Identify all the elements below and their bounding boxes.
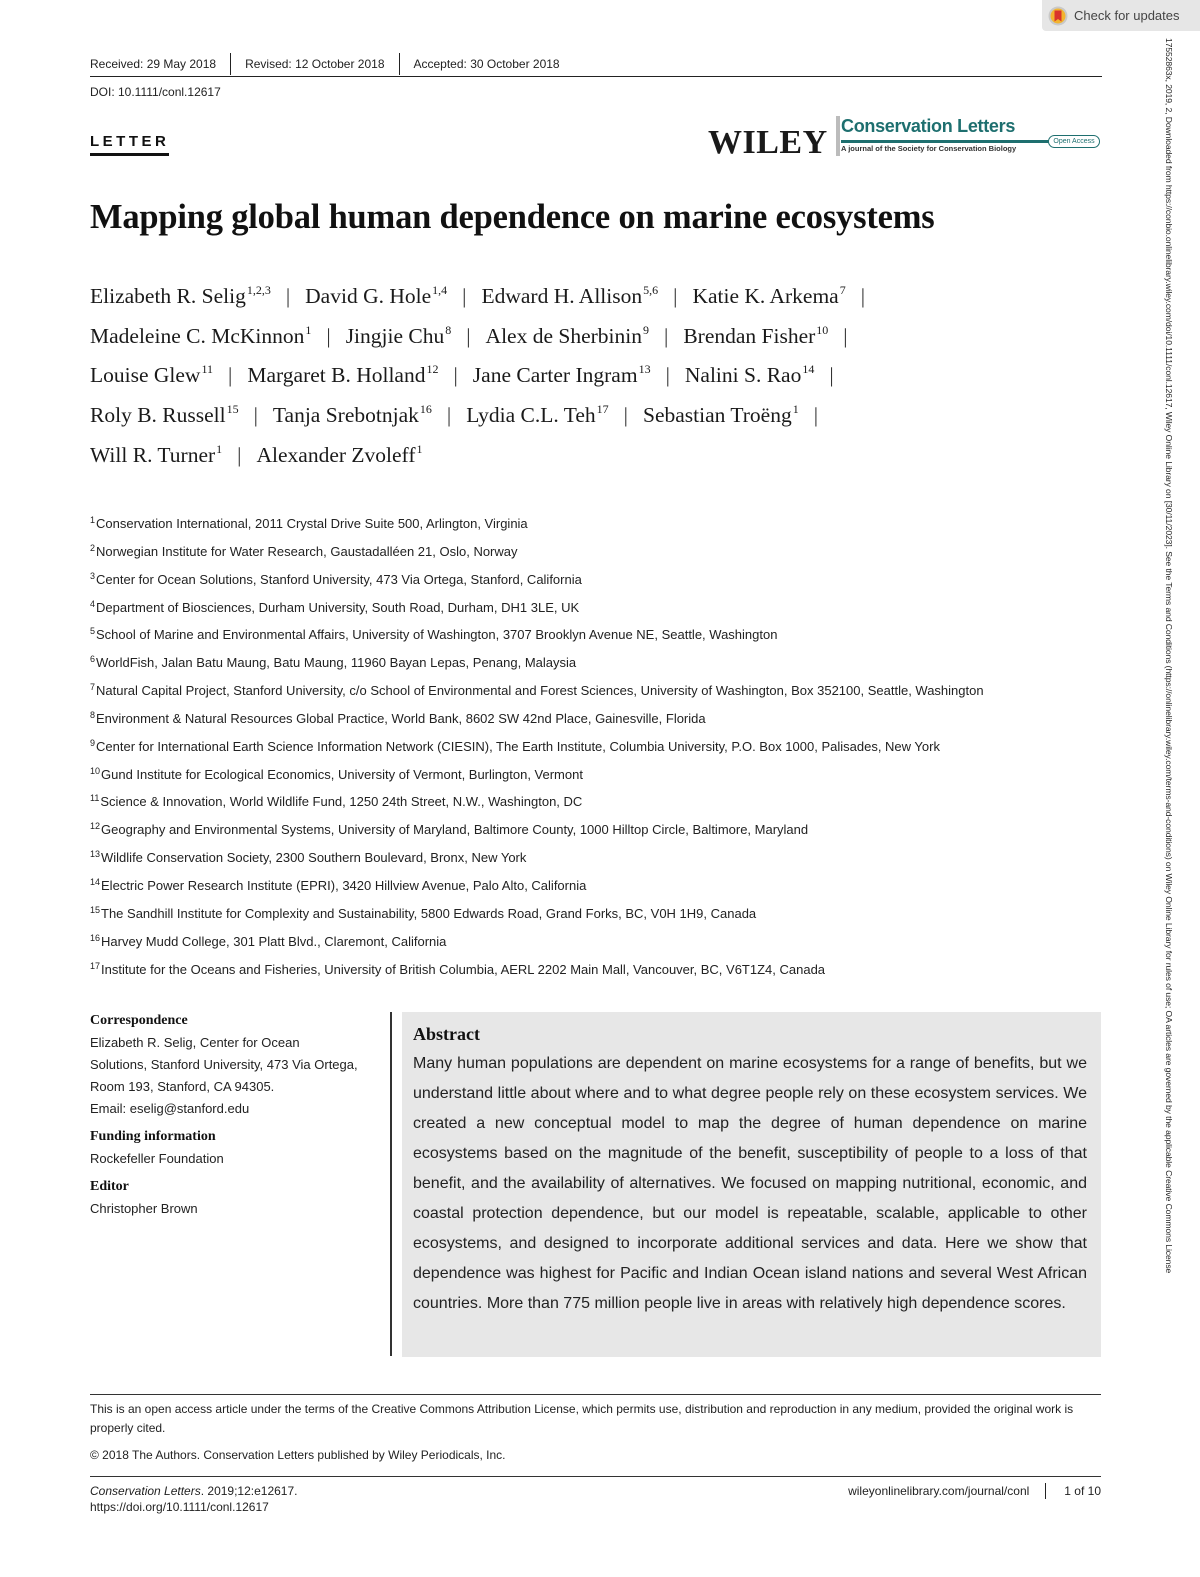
affiliation-text: Institute for the Oceans and Fisheries, University of British Columbia, AERL 2202 Main Mall, Vancouver, BC, V6T1Z4, Canada	[101, 961, 826, 977]
author-name[interactable]	[247, 363, 438, 387]
author-name-text: Katie K. Arkema	[692, 284, 839, 308]
author-separator: |	[466, 323, 471, 348]
author-separator: |	[860, 284, 866, 308]
affiliation-number: 10	[90, 765, 101, 776]
affiliation-item	[90, 620, 1100, 648]
author-name[interactable]	[90, 403, 239, 427]
affiliation-text: The Sandhill Institute for Complexity and Sustainability, 5800 Edwards Road, Grand Forks, BC, V0H 1H9, Canada	[101, 905, 757, 921]
download-notice-sidebar: 17552863x, 2019, 2, Downloaded from https://conbio.onlinelibrary.wiley.com/doi/10.1111/conl.12617, Wiley Online Library on [30/11/2023]. See the Terms and Conditions (https://onlinelibrary.wiley.com/terms-and-conditions) on Wiley Online Library for rules of use; OA articles are governed by the applicable Creative Commons License	[1164, 38, 1174, 1274]
author-affiliation-marker: 17	[596, 402, 609, 417]
funding-value: Rockefeller Foundation	[90, 1151, 224, 1166]
author-name-text: Jane Carter Ingram	[472, 363, 638, 388]
author-affiliation-marker: 8	[445, 322, 452, 337]
revised-date: Revised: 12 October 2018	[230, 53, 398, 75]
affiliation-number: 6	[90, 654, 96, 665]
author-affiliation-marker: 14	[802, 362, 815, 377]
funding-heading: Funding information	[90, 1129, 216, 1144]
affiliation-list	[90, 509, 1100, 982]
affiliation-text: Center for Ocean Solutions, Stanford University, 473 Via Ortega, Stanford, California	[96, 571, 582, 587]
author-affiliation-marker: 11	[201, 362, 214, 377]
author-affiliation-marker: 9	[643, 322, 649, 337]
author-separator: |	[446, 403, 452, 428]
affiliation-text: Gund Institute for Ecological Economics, University of Vermont, Burlington, Vermont	[101, 766, 583, 782]
logo-bar	[836, 116, 840, 156]
correspondence-email[interactable]: Email: eselig@stanford.edu	[90, 1101, 250, 1116]
affiliation-text: Environment & Natural Resources Global Practice, World Bank, 8602 SW 42nd Place, Gainesville, Florida	[96, 710, 706, 726]
affiliation-number: 11	[90, 793, 100, 804]
author-name[interactable]	[481, 284, 658, 308]
correspondence-line: Elizabeth R. Selig, Center for Ocean	[90, 1035, 300, 1050]
author-name-text: Roly B. Russell	[90, 403, 226, 428]
author-name[interactable]	[466, 403, 608, 427]
author-separator: |	[462, 284, 467, 308]
author-separator: |	[665, 363, 670, 388]
author-separator: |	[664, 323, 669, 348]
affiliation-number: 17	[90, 960, 101, 971]
affiliation-item	[90, 871, 1100, 899]
author-separator: |	[673, 284, 678, 308]
received-date: Received: 29 May 2018	[90, 57, 217, 71]
author-name-text: Margaret B. Holland	[247, 363, 426, 388]
correspondence-line: Room 193, Stanford, CA 94305.	[90, 1079, 275, 1094]
author-name[interactable]	[643, 403, 799, 427]
author-affiliation-marker: 12	[426, 362, 439, 377]
author-separator: |	[326, 323, 331, 348]
author-separator: |	[228, 363, 233, 388]
author-name-text: Edward H. Allison	[481, 284, 643, 308]
author-separator: |	[285, 284, 291, 308]
author-name-text: David G. Hole	[305, 284, 432, 308]
author-name-text: Nalini S. Rao	[684, 363, 802, 388]
affiliation-number: 1	[90, 515, 96, 525]
affiliation-item	[90, 565, 1100, 593]
affiliation-text: School of Marine and Environmental Affairs, University of Washington, 3707 Brooklyn Avenue NE, Seattle, Washington	[96, 627, 778, 643]
affiliation-text: Electric Power Research Institute (EPRI), 3420 Hillview Avenue, Palo Alto, California	[101, 877, 587, 893]
author-affiliation-marker: 5,6	[643, 283, 659, 297]
author-name-text: Alex de Sherbinin	[485, 323, 642, 348]
page-number: 1 of 10	[1045, 1483, 1101, 1499]
author-name[interactable]	[305, 284, 447, 308]
affiliation-number: 14	[90, 876, 101, 887]
author-name-text: Elizabeth R. Selig	[90, 284, 246, 308]
author-name[interactable]	[346, 324, 452, 348]
author-affiliation-marker: 1	[416, 441, 423, 456]
author-separator: |	[829, 363, 834, 388]
author-separator: |	[843, 323, 848, 348]
affiliation-number: 7	[90, 682, 96, 693]
accepted-date: Accepted: 30 October 2018	[399, 53, 574, 75]
journal-logo-tagline: A journal of the Society for Conservation Biology	[841, 144, 1017, 153]
author-affiliation-marker: 7	[839, 283, 846, 297]
affiliation-number: 13	[90, 849, 101, 860]
affiliation-number: 16	[90, 932, 101, 943]
article-info-column	[90, 1010, 390, 1220]
check-for-updates-label: Check for updates	[1074, 8, 1180, 23]
abstract-heading: Abstract	[413, 1024, 480, 1044]
correspondence-line: Solutions, Stanford University, 473 Via Ortega,	[90, 1057, 358, 1072]
affiliation-item	[90, 899, 1100, 927]
author-name[interactable]	[90, 443, 222, 467]
abstract-text: Many human populations are dependent on marine ecosystems for a range of benefits, but we understand little about where and to what degree people rely on these ecosystem services. We created a new conceptual model to map the degree of human dependence on marine ecosystems based on the magnitude of the benefit, susceptibility of people to a loss of that benefit, and the availability of alternatives. We focused on mapping nutritional, economic, and coastal protection dependence, but our model is repeatable, scalable, applicable to other ecosystems, and designed to incorporate additional services and data. Here we show that dependence was highest for Pacific and Indian Ocean island nations and several West African countries. More than 775 million people live in areas with relatively high dependence scores.	[413, 1055, 1087, 1312]
affiliation-number: 15	[90, 904, 101, 915]
column-divider	[390, 1012, 392, 1356]
footer-doi-link[interactable]: https://doi.org/10.1111/conl.12617	[90, 1500, 269, 1514]
wiley-logo[interactable]: WILEY	[708, 124, 828, 161]
author-name[interactable]	[473, 363, 651, 387]
affiliation-number: 3	[90, 570, 96, 581]
affiliation-item	[90, 648, 1100, 676]
author-separator: |	[237, 442, 242, 467]
affiliation-text: Norwegian Institute for Water Research, Gaustadalléen 21, Oslo, Norway	[96, 543, 518, 559]
author-name[interactable]	[90, 324, 311, 348]
affiliation-item	[90, 815, 1100, 843]
footer-divider	[90, 1394, 1101, 1395]
author-name[interactable]	[683, 324, 828, 348]
affiliation-number: 5	[90, 626, 96, 637]
author-row	[90, 283, 1105, 323]
affiliation-number: 8	[90, 709, 96, 720]
affiliation-text: Geography and Environmental Systems, University of Maryland, Baltimore County, 1000 Hilltop Circle, Baltimore, Maryland	[101, 822, 809, 838]
affiliation-item	[90, 509, 1100, 537]
article-title: Mapping global human dependence on marine ecosystems	[90, 198, 935, 236]
author-separator: |	[623, 403, 628, 428]
footer-citation	[90, 1483, 298, 1515]
affiliation-text: Center for International Earth Science Information Network (CIESIN), The Earth Institute, Columbia University, P.O. Box 1000, Palisades, New York	[96, 738, 940, 754]
footer-divider	[90, 1476, 1101, 1477]
author-separator: |	[253, 403, 258, 428]
author-affiliation-marker: 1,4	[432, 283, 448, 297]
abstract-box	[402, 1012, 1101, 1357]
affiliation-item	[90, 732, 1100, 760]
author-separator: |	[453, 363, 458, 388]
author-affiliation-marker: 13	[638, 362, 651, 377]
author-name-text: Will R. Turner	[90, 442, 216, 467]
article-dates	[90, 52, 1102, 77]
author-name-text: Louise Glew	[90, 363, 201, 388]
journal-logo[interactable]	[836, 116, 1100, 160]
author-affiliation-marker: 1	[216, 441, 223, 456]
author-affiliation-marker: 1,2,3	[246, 283, 271, 297]
author-name[interactable]	[90, 284, 271, 308]
affiliation-number: 4	[90, 598, 96, 609]
affiliation-number: 12	[90, 821, 101, 832]
affiliation-item	[90, 537, 1100, 565]
author-row	[90, 442, 1105, 482]
affiliation-item	[90, 704, 1100, 732]
author-name[interactable]	[256, 443, 422, 467]
author-name-text: Tanja Srebotnjak	[272, 403, 419, 428]
affiliation-text: Conservation International, 2011 Crystal Drive Suite 500, Arlington, Virginia	[96, 516, 528, 531]
footer-right	[848, 1483, 1101, 1499]
affiliation-text: Natural Capital Project, Stanford University, c/o School of Environmental and Forest Sciences, University of Washington, Box 352100, Seattle, Washington	[96, 683, 984, 699]
bookmark-icon	[1048, 6, 1068, 26]
correspondence-heading: Correspondence	[90, 1013, 188, 1028]
affiliation-item	[90, 927, 1100, 955]
affiliation-item	[90, 593, 1100, 621]
affiliation-item	[90, 760, 1100, 788]
affiliation-text: Science & Innovation, World Wildlife Fund, 1250 24th Street, N.W., Washington, DC	[100, 794, 583, 810]
author-name[interactable]	[692, 284, 845, 308]
footer-journal: Conservation Letters	[90, 1484, 201, 1498]
author-name-text: Madeleine C. McKinnon	[90, 323, 305, 348]
journal-site-link[interactable]: wileyonlinelibrary.com/journal/conl	[848, 1484, 1030, 1498]
check-for-updates-badge[interactable]	[1042, 0, 1200, 31]
article-doi[interactable]: DOI: 10.1111/conl.12617	[90, 85, 221, 99]
author-name[interactable]	[273, 403, 432, 427]
open-access-note: This is an open access article under the terms of the Creative Commons Attribution License, which permits use, distribution and reproduction in any medium, provided the original work is properly cited.	[90, 1402, 1074, 1435]
author-affiliation-marker: 16	[419, 402, 432, 417]
journal-logo-title: Conservation Letters	[841, 116, 1016, 136]
author-row	[90, 323, 1105, 363]
affiliation-number: 9	[90, 737, 96, 748]
author-name-text: Jingjie Chu	[345, 323, 445, 348]
author-name-text: Sebastian Troëng	[642, 403, 792, 428]
author-separator: |	[813, 403, 819, 428]
author-affiliation-marker: 15	[226, 402, 239, 417]
affiliation-item	[90, 843, 1100, 871]
author-list	[90, 283, 1105, 481]
affiliation-item	[90, 955, 1100, 983]
author-name[interactable]	[90, 363, 213, 387]
footer-volume: . 2019;12:e12617.	[200, 1484, 298, 1498]
affiliation-number: 2	[90, 542, 96, 553]
author-name[interactable]	[486, 324, 649, 348]
article-type-label: LETTER	[90, 133, 169, 156]
copyright-notice: © 2018 The Authors. Conservation Letters published by Wiley Periodicals, Inc.	[90, 1448, 506, 1462]
affiliation-item	[90, 676, 1100, 704]
author-row	[90, 362, 1105, 402]
author-name-text: Alexander Zvoleff	[256, 442, 416, 467]
affiliation-item	[90, 787, 1100, 815]
author-affiliation-marker: 1	[792, 402, 799, 417]
author-affiliation-marker: 1	[305, 322, 312, 337]
author-name[interactable]	[685, 363, 814, 387]
affiliation-text: Wildlife Conservation Society, 2300 Southern Boulevard, Bronx, New York	[101, 850, 527, 866]
affiliation-text: Harvey Mudd College, 301 Platt Blvd., Claremont, California	[101, 933, 447, 949]
author-affiliation-marker: 10	[816, 322, 829, 337]
open-access-pill: Open Access	[1048, 135, 1100, 148]
author-name-text: Brendan Fisher	[683, 323, 816, 348]
affiliation-text: Department of Biosciences, Durham University, South Road, Durham, DH1 3LE, UK	[96, 599, 580, 615]
affiliation-text: WorldFish, Jalan Batu Maung, Batu Maung, 11960 Bayan Lepas, Penang, Malaysia	[96, 655, 577, 671]
editor-heading: Editor	[90, 1179, 129, 1194]
author-name-text: Lydia C.L. Teh	[466, 403, 596, 428]
author-row	[90, 402, 1105, 442]
editor-value: Christopher Brown	[90, 1201, 198, 1216]
